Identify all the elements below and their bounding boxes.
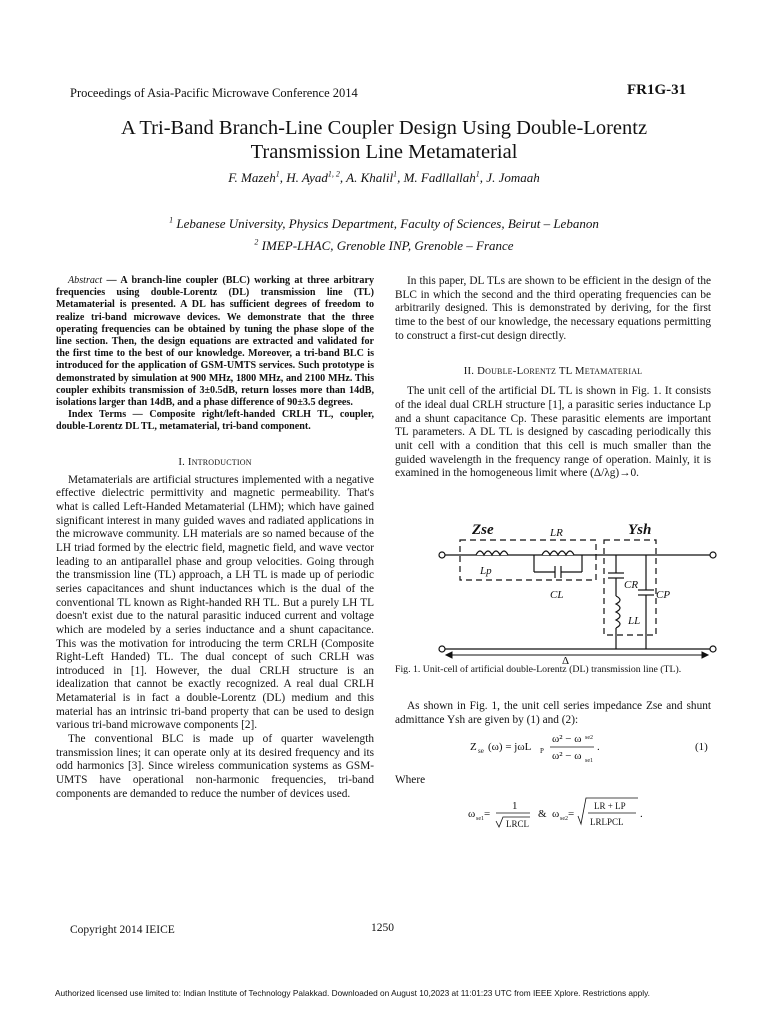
svg-text:se1: se1 xyxy=(476,816,484,822)
copyright: Copyright 2014 IEICE xyxy=(70,924,175,936)
svg-text:1: 1 xyxy=(512,800,518,812)
unit-cell-circuit-diagram xyxy=(432,516,718,666)
affiliation-number: 1 xyxy=(169,215,174,225)
download-notice: Authorized licensed use limited to: Indian Institute of Technology Palakkad. Downloaded on August 10,2023 at 11:01:23 UTC from IEEE Xplore. Restrictions apply. xyxy=(55,988,650,998)
intro-paragraph-1: Metamaterials are artificial structures implemented with a negative effective dielectric permittivity and magnetic permeability. That's what is called Left-Handed Metamaterial (LHM); which have gained significant interest in many guided waves and radiated applications in the microwave community. LH materials are so named because of the LH triad formed by the electric field, magnetic field, and wave vector leading to an antiparallel phase and group velocities. Going through the transmission line (TL) approach, a LH TL is made up of periodic series capacitances and shunt inductances which is the dual of the conventional TL known as Right-handed RH TL. But a purely LH TL doesn't exist due to the natural parasitic induced current and voltage which are modeled by a series inductance and a shunt capacitance. This was the motivation for introducing the term CRLH (Composite Right-Left Handed) TL. The dual concept of such CRLH was introduced in [1]. However, the dual CRLH structure is an idealization that cannot be exactly recognized. A real dual CRLH Metamaterial is in fact a double-Lorentz (DL) medium and this material has an intrinsic tri-band property that can be used to design various tri-band microwave components [2]. xyxy=(56,473,374,732)
label-cr: CR xyxy=(624,579,639,591)
intro-paragraph-2: The conventional BLC is made up of quarter wavelength transmission lines; it can operate only at its desired frequency and its odd harmonics [3]. Since wireless communication systems as GSM-UMTS have operational non-harmonic frequencies, tri-band components are demanded to reduce the number of devices used. xyxy=(56,733,374,800)
title-line-2: Transmission Line Metamaterial xyxy=(250,141,518,163)
conference-name: Proceedings of Asia-Pacific Microwave Conference 2014 xyxy=(70,86,358,100)
svg-text:ω² − ω: ω² − ω xyxy=(552,750,582,762)
author-affiliation-mark: 1 xyxy=(393,169,398,179)
svg-text:se1: se1 xyxy=(585,758,593,764)
svg-text:ω: ω xyxy=(552,808,560,820)
svg-text:=: = xyxy=(568,808,575,820)
author: M. Fadllallah xyxy=(403,170,476,185)
author: A. Khalil xyxy=(346,170,394,185)
label-cl: CL xyxy=(550,589,564,601)
section-heading-double-lorentz: II. Double-Lorentz TL Metamaterial xyxy=(463,365,643,378)
abstract xyxy=(56,275,374,409)
page-number: 1250 xyxy=(371,922,394,934)
svg-text:se2: se2 xyxy=(585,735,593,741)
equation-1 xyxy=(470,730,710,764)
svg-text:LRLPCL: LRLPCL xyxy=(590,817,624,827)
section-heading-introduction: I. Introduction xyxy=(178,455,252,468)
svg-text:.: . xyxy=(640,808,643,820)
affiliation-text: Lebanese University, Physics Department, Faculty of Sciences, Beirut – Lebanon xyxy=(176,216,599,231)
right-paragraph-1: In this paper, DL TLs are shown to be efficient in the design of the BLC in which the second and the third operating frequencies can be arbitrarily designed. This is demonstrated by deriving, for the first time to the best of our knowledge, the necessary equations permitting to construct a first-cut design directly. xyxy=(395,275,711,342)
author: J. Jomaah xyxy=(486,170,540,185)
svg-text:&: & xyxy=(538,808,547,820)
label-delta: Δ xyxy=(562,655,570,666)
author-list: F. Mazeh$^1$, H. Ayad$^{1, 2}$, A. Khalil$^1$, M. Fadllallah$^1$, J. Jomaah xyxy=(228,169,540,185)
author: F. Mazeh xyxy=(228,170,276,185)
label-ll: LL xyxy=(628,615,641,627)
dl-paragraph-1: The unit cell of the artificial DL TL is shown in Fig. 1. It consists of the ideal dual CRLH structure [1], a parasitic series inductance Lp and a shunt capacitance Cp. These parasitic elements are important TL parameters. A DL TL is designed by cascading periodically this unit cell with a condition that this cell is much smaller than the guided wavelength in the frequency range of operation. Mainly, it is examined in the homogeneous limit where (Δ/λg)→0. xyxy=(395,385,711,480)
affiliation-1 xyxy=(40,216,728,232)
author-affiliation-mark: 1, 2 xyxy=(327,169,340,179)
svg-text:ω² − ω: ω² − ω xyxy=(552,733,582,745)
affiliation-text: IMEP-LHAC, Grenoble INP, Grenoble – France xyxy=(261,238,514,253)
label-lr: LR xyxy=(550,527,563,539)
equation-1-number: (1) xyxy=(695,741,708,753)
svg-text:.: . xyxy=(597,741,600,753)
affiliation-number: 2 xyxy=(254,237,259,247)
index-terms: Index Terms — Composite right/left-handed CRLH TL, coupler, double-Lorentz DL TL, metamaterial, tri-band component. xyxy=(56,409,374,433)
svg-text:se2: se2 xyxy=(560,816,568,822)
label-lp: Lp xyxy=(480,565,492,577)
label-zse: Zse xyxy=(472,522,494,538)
title-line-1: A Tri-Band Branch-Line Coupler Design Using Double-Lorentz xyxy=(120,117,648,139)
label-cp: CP xyxy=(656,589,671,601)
paper-id: FR1G-31 xyxy=(627,82,687,98)
svg-text:ω: ω xyxy=(468,808,476,820)
label-ysh: Ysh xyxy=(628,522,652,538)
author-affiliation-mark: 1 xyxy=(275,169,280,179)
paper-title xyxy=(40,116,728,164)
svg-text:P: P xyxy=(540,747,544,755)
where-label: Where xyxy=(395,774,426,786)
right-column xyxy=(395,275,711,481)
svg-text:=: = xyxy=(484,808,491,820)
figure-1-caption: Fig. 1. Unit-cell of artificial double-Lorentz (DL) transmission line (TL). xyxy=(395,664,682,675)
author-affiliation-mark: 1 xyxy=(475,169,480,179)
abstract-label: Abstract xyxy=(68,275,103,286)
affiliation-2 xyxy=(40,238,728,254)
svg-text:LR + LP: LR + LP xyxy=(594,801,626,811)
author: H. Ayad xyxy=(286,170,328,185)
left-column xyxy=(56,275,374,801)
svg-text:Z: Z xyxy=(470,741,477,753)
abstract-text: — A branch-line coupler (BLC) working at three arbitrary frequencies using double-Lorentz (DL) transmission line (TL) Metamaterial is presented. A DL has sufficient degrees of freedom to realize tri-band microwave devices. We demonstrate that the three operating frequencies can be obtained by tuning the phase slope of the line section. Then, the design equations are extracted and validated for the first time to the best of our knowledge. Moreover, a tri-band BLC is introduced for the application of GSM-UMTS services. Such prototype is demonstrated by simulation at 900 MHz, 1800 MHz, and 2100 MHz. This coupler exhibits transmission of 3±0.5dB, return losses more than 14dB, isolations larger than 14dB, and a phase difference of 90±3.5 degrees. xyxy=(56,275,374,409)
svg-text:(ω) = jωL: (ω) = jωL xyxy=(488,741,532,753)
svg-text:se: se xyxy=(478,747,484,755)
dl-paragraph-2-wrapper xyxy=(395,700,711,727)
svg-text:LRCL: LRCL xyxy=(506,819,530,829)
dl-paragraph-2: As shown in Fig. 1, the unit cell series impedance Zse and shunt admittance Ysh are given by (1) and (2): xyxy=(395,700,711,726)
equation-omega-definitions xyxy=(468,796,658,834)
